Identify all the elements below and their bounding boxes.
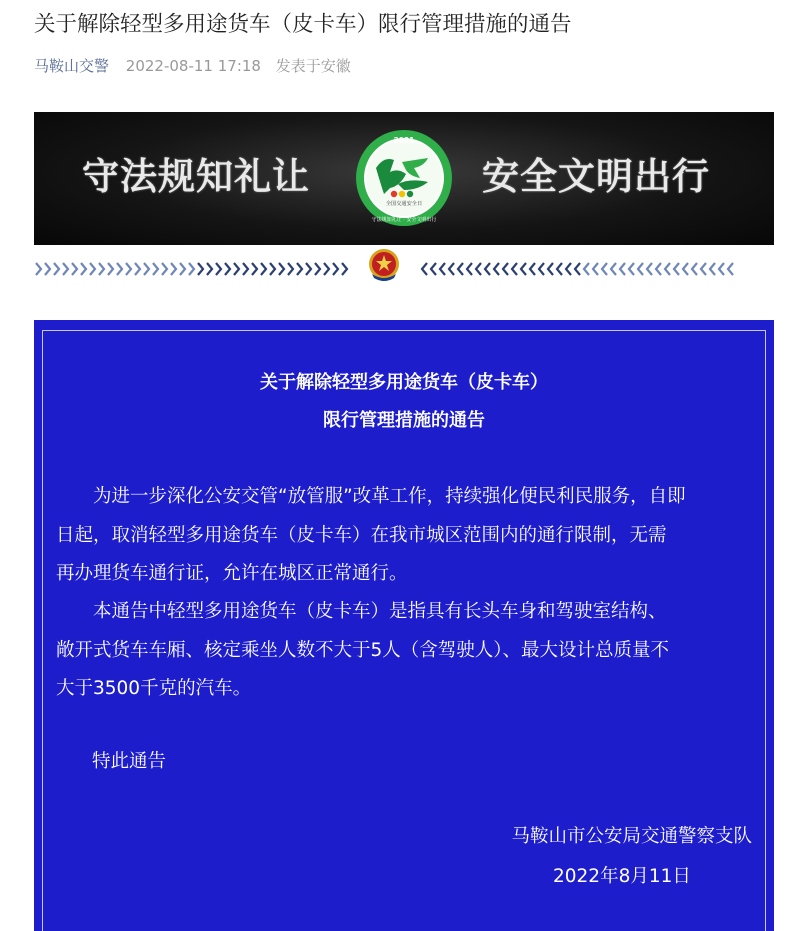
chevron-mark	[449, 263, 454, 275]
chevron-mark	[593, 263, 598, 275]
chevron-mark	[90, 263, 95, 275]
chevron-mark	[297, 263, 302, 275]
notice-heading-line1: 关于解除轻型多用途货车（皮卡车）	[260, 372, 548, 393]
chevron-mark	[629, 263, 634, 275]
chevron-divider-right	[420, 258, 740, 280]
chevron-mark	[530, 263, 535, 275]
chevron-mark	[431, 263, 436, 275]
chevron-mark	[701, 263, 706, 275]
double-chevron-left-icon	[420, 258, 740, 280]
paragraph-line: 为进一步深化公安交管“放管服”改革工作，持续强化便民利民服务，自即	[56, 486, 686, 507]
paragraph-line: 本通告中轻型多用途货车（皮卡车）是指具有长头车身和驾驶室结构、	[56, 601, 667, 622]
chevron-mark	[440, 263, 445, 275]
chevron-mark	[467, 263, 472, 275]
police-emblem-icon	[366, 246, 402, 282]
chevron-mark	[270, 263, 275, 275]
chevron-mark	[315, 263, 320, 275]
banner-slogan-left: 守法规知礼让	[82, 155, 310, 198]
chevron-mark	[225, 263, 230, 275]
paragraph-line: 敞开式货车车厢、核定乘坐人数不大于5人（含驾驶人）、最大设计总质量不	[56, 639, 670, 661]
chevron-mark	[485, 263, 490, 275]
publish-location: 发表于安徽	[275, 57, 351, 75]
chevron-mark	[656, 263, 661, 275]
chevron-mark	[494, 263, 499, 275]
chevron-mark	[36, 263, 41, 275]
chevron-mark	[63, 263, 68, 275]
double-chevron-right-icon	[34, 258, 350, 280]
chevron-mark	[557, 263, 562, 275]
chevron-mark	[72, 263, 77, 275]
notice-heading-line2: 限行管理措施的通告	[323, 410, 485, 431]
chevron-mark	[54, 263, 59, 275]
chevron-mark	[288, 263, 293, 275]
chevron-mark	[602, 263, 607, 275]
chevron-mark	[243, 263, 248, 275]
chevron-mark	[45, 263, 50, 275]
chevron-mark	[189, 263, 194, 275]
chevron-mark	[692, 263, 697, 275]
chevron-mark	[611, 263, 616, 275]
chevron-mark	[216, 263, 221, 275]
badge-ring-text: 守法规知礼让 · 安全文明出行	[371, 217, 437, 223]
traffic-safety-day-badge-icon	[354, 128, 454, 228]
article-title: 关于解除轻型多用途货车（皮卡车）限行管理措施的通告	[34, 12, 572, 37]
chevron-mark	[512, 263, 517, 275]
safety-banner-image	[34, 112, 774, 245]
chevron-mark	[342, 263, 347, 275]
chevron-mark	[548, 263, 553, 275]
chevron-mark	[261, 263, 266, 275]
chevron-mark	[458, 263, 463, 275]
banner-slogan-right: 安全文明出行	[482, 155, 710, 198]
chevron-mark	[683, 263, 688, 275]
chevron-mark	[521, 263, 526, 275]
paragraph-line: 日起，取消轻型多用途货车（皮卡车）在我市城区范围内的通行限制，无需	[56, 524, 667, 546]
notice-panel	[34, 320, 774, 931]
paragraph-line: 大于3500千克的汽车。	[56, 678, 252, 699]
chevron-mark	[207, 263, 212, 275]
notice-paragraph-2	[56, 593, 756, 709]
chevron-mark	[422, 263, 427, 275]
notice-date: 2022年8月11日	[553, 866, 691, 887]
chevron-mark	[180, 263, 185, 275]
badge-subtitle: 全国交通安全日	[385, 201, 423, 207]
chevron-mark	[620, 263, 625, 275]
chevron-mark	[324, 263, 329, 275]
chevron-mark	[279, 263, 284, 275]
article-meta	[34, 54, 351, 78]
chevron-mark	[665, 263, 670, 275]
notice-signer: 马鞍山市公安局交通警察支队	[511, 826, 752, 847]
chevron-mark	[117, 263, 122, 275]
chevron-mark	[306, 263, 311, 275]
chevron-mark	[234, 263, 239, 275]
chevron-mark	[584, 263, 589, 275]
chevron-mark	[135, 263, 140, 275]
chevron-mark	[108, 263, 113, 275]
notice-closing: 特此通告	[92, 751, 167, 772]
chevron-mark	[719, 263, 724, 275]
chevron-mark	[99, 263, 104, 275]
chevron-mark	[81, 263, 86, 275]
chevron-mark	[126, 263, 131, 275]
chevron-mark	[647, 263, 652, 275]
chevron-mark	[162, 263, 167, 275]
paragraph-line: 再办理货车通行证，允许在城区正常通行。	[56, 563, 408, 584]
chevron-mark	[674, 263, 679, 275]
chevron-mark	[153, 263, 158, 275]
chevron-mark	[198, 263, 203, 275]
chevron-mark	[333, 263, 338, 275]
chevron-mark	[144, 263, 149, 275]
chevron-mark	[252, 263, 257, 275]
publish-datetime: 2022-08-11 17:18	[125, 57, 261, 75]
chevron-mark	[503, 263, 508, 275]
chevron-mark	[710, 263, 715, 275]
chevron-mark	[476, 263, 481, 275]
chevron-mark	[638, 263, 643, 275]
chevron-mark	[575, 263, 580, 275]
chevron-divider-left	[34, 258, 350, 280]
notice-paragraph-1	[56, 478, 756, 594]
chevron-mark	[566, 263, 571, 275]
chevron-mark	[728, 263, 733, 275]
chevron-mark	[171, 263, 176, 275]
chevron-mark	[539, 263, 544, 275]
author-link[interactable]: 马鞍山交警	[34, 57, 110, 75]
badge-year: 2021	[393, 136, 415, 145]
